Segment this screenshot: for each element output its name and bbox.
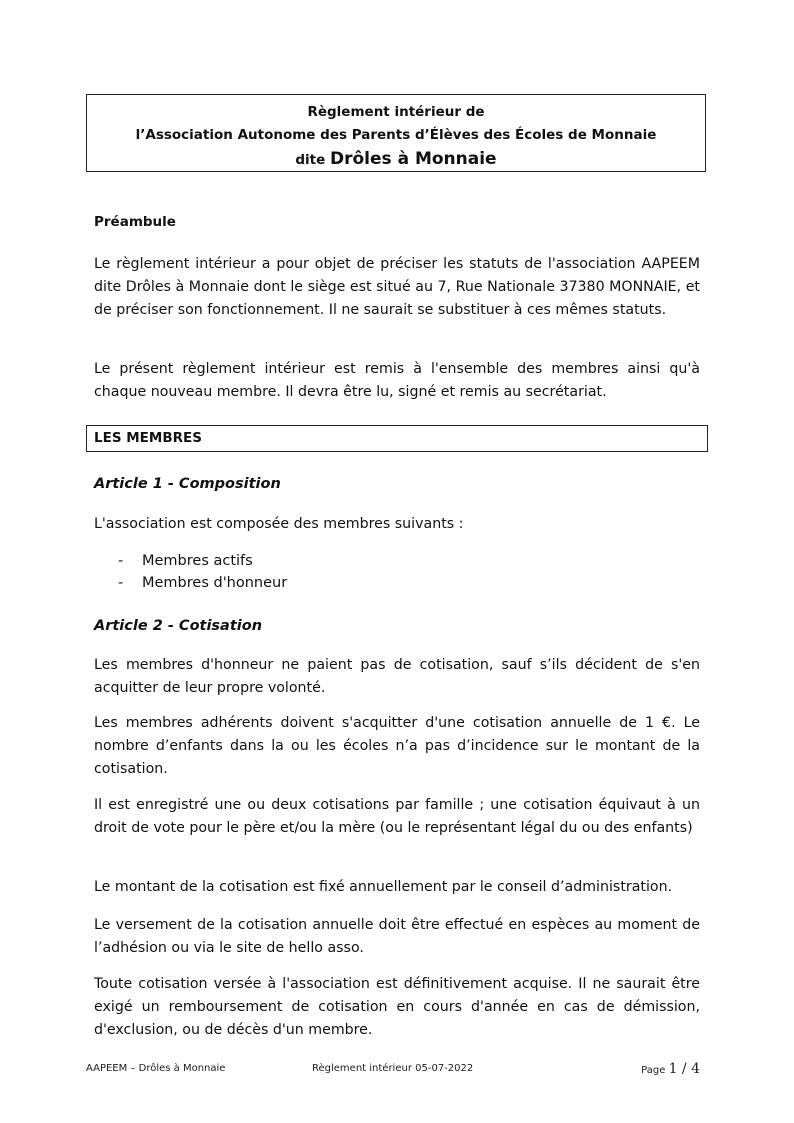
page-number: 1 / 4 (668, 1061, 700, 1077)
article-2-paragraph-5: Le versement de la cotisation annuelle doit être effectué en espèces au moment de l’adhésion ou via le site de hello asso. (94, 917, 700, 956)
article-2-paragraph-3: Il est enregistré une ou deux cotisations par famille ; une cotisation équivaut à un droit de vote pour le père et/ou la mère (ou le représentant légal du ou des enfants) (94, 797, 700, 836)
preambule-paragraph-1: Le règlement intérieur a pour objet de préciser les statuts de l'association AAPEEM dite Drôles à Monnaie dont le siège est situé au 7, Rue Nationale 37380 MONNAIE, et de préciser son fonctionnement. Il ne saurait se substituer à ces mêmes statuts. (94, 256, 700, 318)
title-box (86, 94, 706, 172)
preambule-heading: Préambule (94, 214, 176, 230)
footer-page-number (641, 1061, 700, 1077)
page-label: Page (641, 1065, 666, 1076)
article-1-title: Article 1 - Composition (94, 476, 281, 492)
title-line-2: l’Association Autonome des Parents d’Élèves des Écoles de Monnaie (135, 127, 657, 143)
title-line-3 (87, 147, 705, 172)
section-heading-members: LES MEMBRES (86, 425, 708, 452)
members-list (118, 550, 287, 594)
article-2-paragraph-2: Les membres adhérents doivent s'acquitter d'une cotisation annuelle de 1 €. Le nombre d’enfants dans la ou les écoles n’a pas d’incidence sur le montant de la cotisation. (94, 715, 700, 777)
title-line-1: Règlement intérieur de (307, 104, 485, 120)
article-2-paragraph-6: Toute cotisation versée à l'association est définitivement acquise. Il ne saurait être exigé un remboursement de cotisation en cours d'année en cas de démission, d'exclusion, ou de décès d'un membre. (94, 976, 700, 1038)
list-item: - Membres actifs (118, 553, 253, 569)
association-name: Drôles à Monnaie (330, 149, 497, 169)
article-2-paragraph-4: Le montant de la cotisation est fixé annuellement par le conseil d’administration. (94, 879, 673, 895)
article-2-title: Article 2 - Cotisation (94, 618, 263, 634)
title-line-3-prefix: dite (295, 152, 326, 168)
preambule-paragraph-2: Le présent règlement intérieur est remis à l'ensemble des membres ainsi qu'à chaque nouveau membre. Il devra être lu, signé et remis au secrétariat. (94, 361, 700, 400)
article-2-paragraph-1: Les membres d'honneur ne paient pas de cotisation, sauf s’ils décident de s'en acquitter de leur propre volonté. (94, 657, 700, 696)
list-item: - Membres d'honneur (118, 575, 288, 591)
page-footer (86, 1061, 706, 1079)
footer-association: AAPEEM – Drôles à Monnaie (86, 1063, 226, 1074)
footer-document-title: Règlement intérieur 05-07-2022 (312, 1063, 474, 1074)
article-1-intro: L'association est composée des membres suivants : (94, 516, 464, 532)
